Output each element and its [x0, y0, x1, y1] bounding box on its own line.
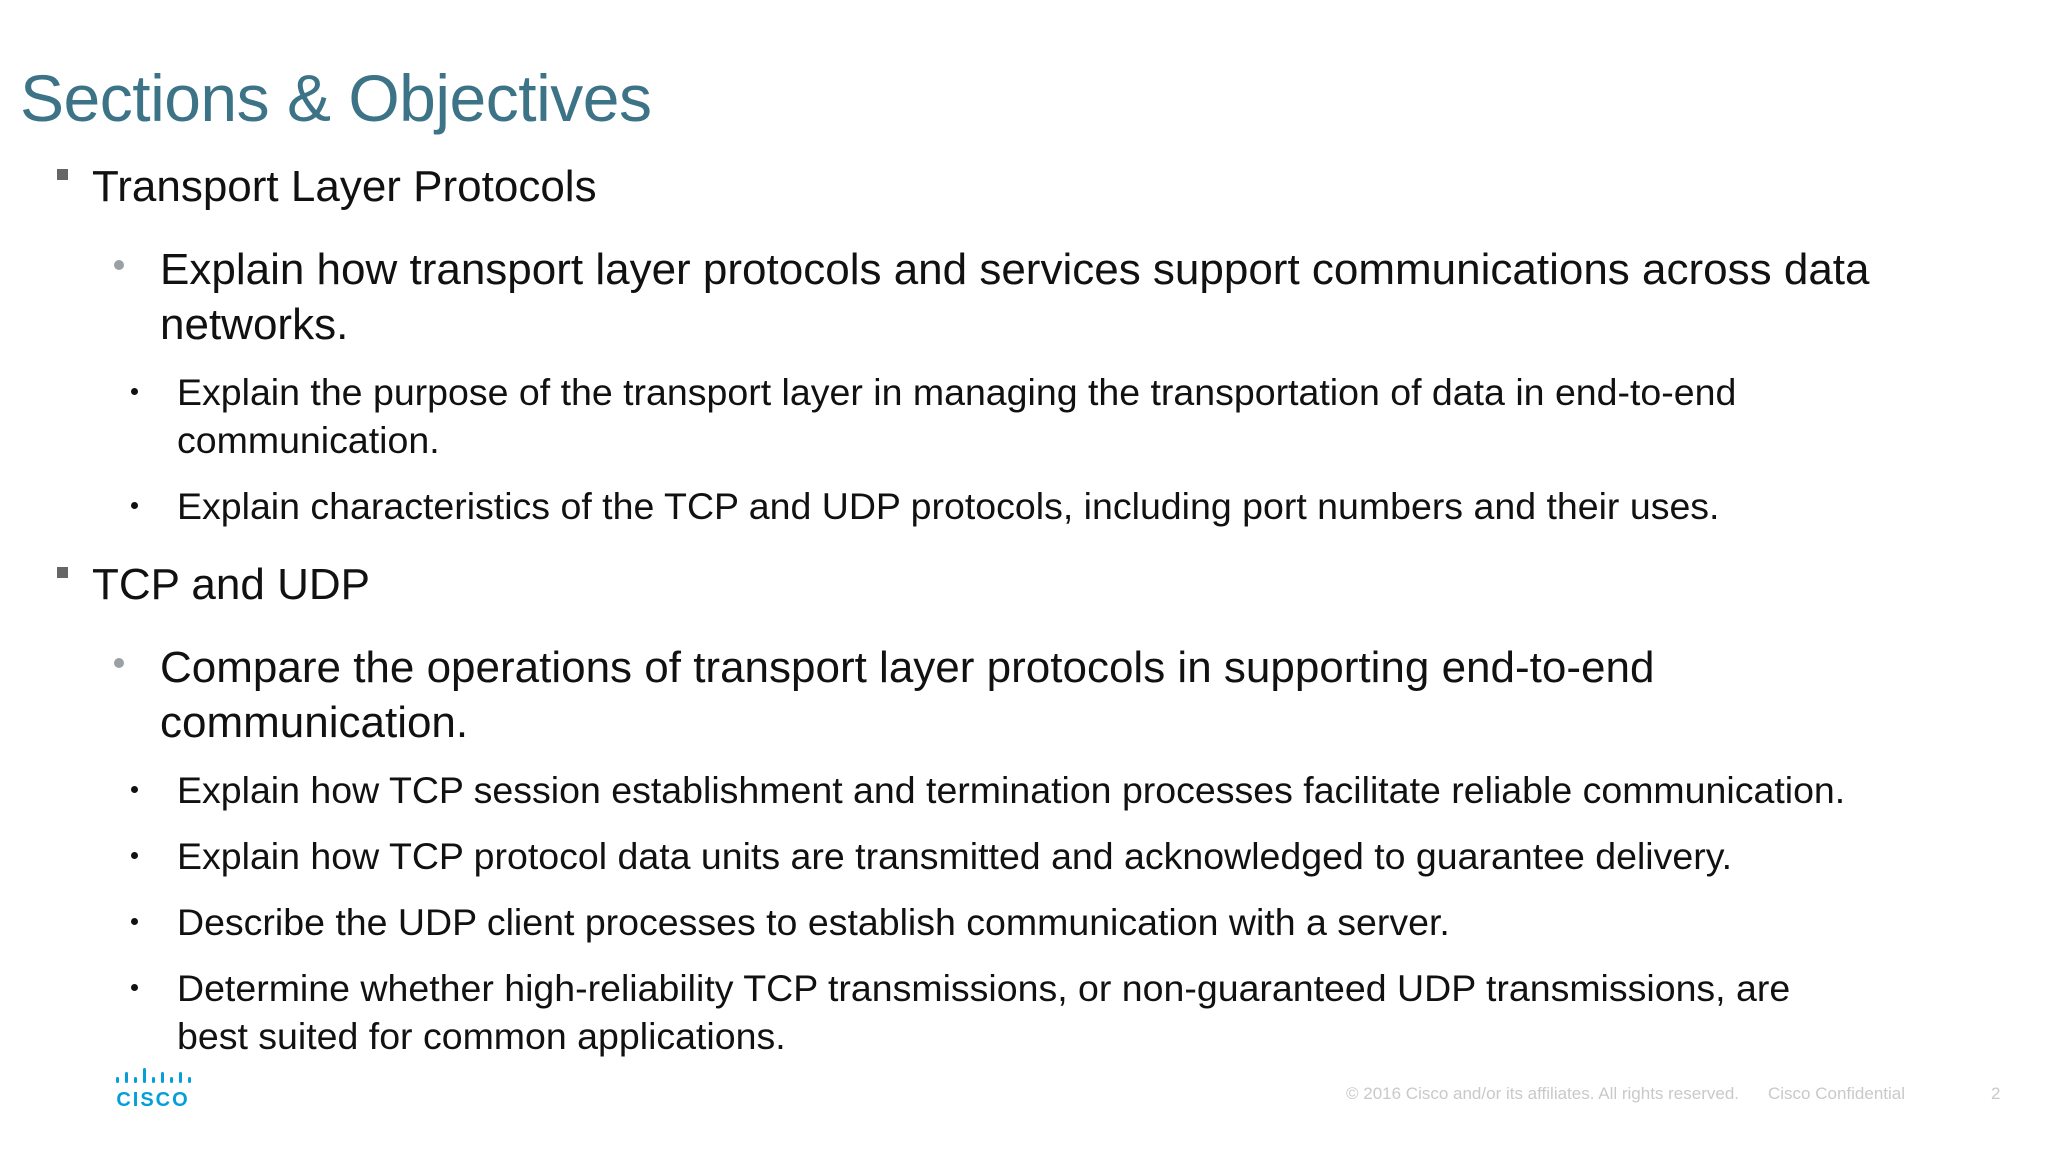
- small-bullet-icon: [131, 502, 138, 509]
- topic-line: Determine whether high-reliability TCP transmissions, or non-guaranteed UDP transmissions, are: [177, 967, 1791, 1009]
- cisco-logo: [112, 1068, 196, 1112]
- topic-line: best suited for common applications.: [177, 1015, 786, 1057]
- small-bullet-icon: [131, 984, 138, 991]
- small-bullet-icon: [131, 918, 138, 925]
- topic-line: Explain how TCP session establishment and termination processes facilitate reliable communication.: [177, 769, 1846, 811]
- slide-title: Sections & Objectives: [20, 61, 652, 135]
- topic-line: Describe the UDP client processes to establish communication with a server.: [177, 901, 1450, 943]
- topic-line: Explain characteristics of the TCP and UDP protocols, including port numbers and their uses.: [177, 485, 1720, 527]
- copyright-text: © 2016 Cisco and/or its affiliates. All rights reserved.: [1346, 1084, 1740, 1103]
- page-number: 2: [1991, 1084, 2001, 1103]
- topic-line: Explain the purpose of the transport layer in managing the transportation of data in end-to-end: [177, 371, 1737, 413]
- objective-line: communication.: [160, 698, 469, 747]
- square-bullet-icon: [57, 169, 68, 180]
- small-bullet-icon: [131, 388, 138, 395]
- round-bullet-icon: [114, 658, 124, 668]
- square-bullet-icon: [57, 567, 68, 578]
- cisco-logo-text: CISCO: [116, 1089, 190, 1111]
- round-bullet-icon: [114, 260, 124, 270]
- topic-line: Explain how TCP protocol data units are transmitted and acknowledged to guarantee delivery.: [177, 835, 1733, 877]
- objective-line: Compare the operations of transport layer protocols in supporting end-to-end: [160, 643, 1655, 692]
- section-heading: TCP and UDP: [92, 560, 370, 609]
- small-bullet-icon: [131, 852, 138, 859]
- objective-line: networks.: [160, 300, 349, 349]
- objective-line: Explain how transport layer protocols and services support communications across data: [160, 245, 1870, 294]
- confidential-label: Cisco Confidential: [1768, 1084, 1906, 1103]
- small-bullet-icon: [131, 786, 138, 793]
- section-heading: Transport Layer Protocols: [92, 162, 597, 211]
- topic-line: communication.: [177, 419, 440, 461]
